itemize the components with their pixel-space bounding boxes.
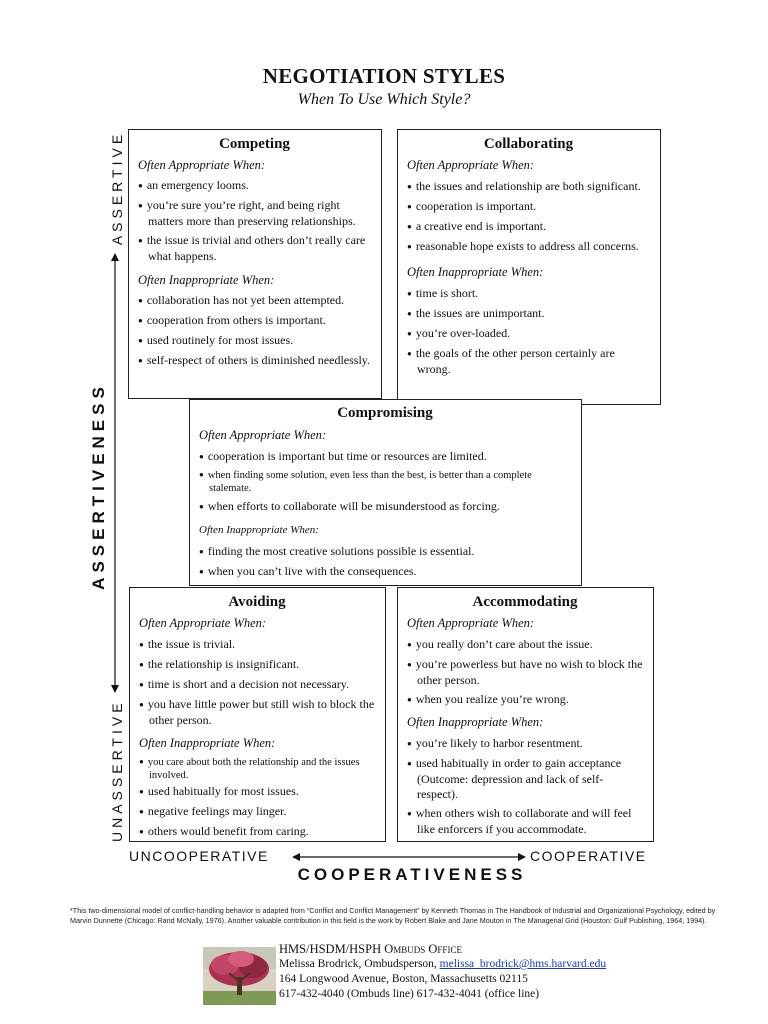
- horizontal-double-arrow-icon: [292, 851, 526, 863]
- contact-person: Melissa Brodrick, Ombudsperson,: [279, 958, 437, 970]
- footnote-line-1: *This two-dimensional model of conflict-handling behavior is adapted from “Conflict and Conflict Management” by Kenneth Thomas in The Handbook of Industrial and Organizational Psychology, edited by: [70, 906, 716, 915]
- list-item: ● you care about both the relationship and the issues involved.: [139, 756, 375, 782]
- office-name: HMS/HSDM/HSPH Ombuds Office: [279, 942, 462, 956]
- list-item: ● collaboration has not yet been attempted.: [138, 293, 371, 309]
- list-item: ● time is short.: [407, 286, 650, 302]
- axis-label-assertive: ASSERTIVE: [109, 130, 125, 246]
- collaborating-box: [397, 129, 661, 405]
- footer-contact: [279, 942, 606, 1002]
- list-item: ● reasonable hope exists to address all concerns.: [407, 239, 650, 255]
- accommodating-box: [397, 587, 654, 842]
- list-item: ● you really don’t care about the issue.: [407, 637, 643, 653]
- avoiding-appropriate-label: Often Appropriate When:: [139, 616, 267, 630]
- list-item: ● negative feelings may linger.: [139, 804, 375, 820]
- contact-person-line: [279, 957, 606, 972]
- avoiding-title: Avoiding: [228, 594, 286, 610]
- list-item: ● used habitually for most issues.: [139, 784, 375, 800]
- address: 164 Longwood Avenue, Boston, Massachusetts 02115: [279, 973, 528, 985]
- accommodating-appropriate-label: Often Appropriate When:: [407, 616, 535, 630]
- axis-label-uncooperative: UNCOOPERATIVE: [129, 848, 269, 864]
- axis-label-cooperative: COOPERATIVE: [530, 848, 647, 864]
- list-item: ● time is short and a decision not necessary.: [139, 677, 375, 693]
- list-item: ● an emergency looms.: [138, 178, 371, 194]
- list-item: ● the issue is trivial.: [139, 637, 375, 653]
- competing-inappropriate-label: Often Inappropriate When:: [138, 273, 275, 287]
- axis-label-cooperativeness: COOPERATIVENESS: [297, 865, 527, 884]
- avoiding-box: [129, 587, 386, 842]
- list-item: ● when you realize you’re wrong.: [407, 692, 643, 708]
- competing-title: Competing: [219, 136, 290, 152]
- collaborating-appropriate-label: Often Appropriate When:: [407, 158, 535, 172]
- list-item: ● finding the most creative solutions possible is essential.: [199, 544, 571, 560]
- collaborating-inappropriate-label: Often Inappropriate When:: [407, 265, 544, 279]
- compromising-title: Compromising: [337, 405, 433, 421]
- footnote-line-2: Marvin Dunnette (Chicago: Rand McNally, 1976). Another valuable contribution in this field is the work by Robert Blake and Jane Mouton in The Managerial Grid (Houston: Gulf Publishing, 1964, 1994).: [70, 916, 707, 925]
- list-item: ● when efforts to collaborate will be misunderstood as forcing.: [199, 499, 571, 515]
- list-item: ● self-respect of others is diminished needlessly.: [138, 353, 371, 369]
- list-item: ● cooperation is important.: [407, 199, 650, 215]
- list-item: ● you’re powerless but have no wish to block the other person.: [407, 657, 643, 688]
- list-item: ● when you can’t live with the consequences.: [199, 564, 571, 580]
- page-subtitle: When To Use Which Style?: [297, 91, 471, 108]
- list-item: ● used habitually in order to gain acceptance (Outcome: depression and lack of self-respect).: [407, 756, 643, 802]
- axis-label-unassertive: UNASSERTIVE: [109, 699, 125, 842]
- cooperativeness-arrow: [292, 850, 526, 862]
- tree-painting-image: [203, 947, 276, 1005]
- tree-icon: [203, 947, 276, 1005]
- axis-label-assertiveness: ASSERTIVENESS: [89, 382, 108, 590]
- list-item: ● used routinely for most issues.: [138, 333, 371, 349]
- phone-numbers: 617-432-4040 (Ombuds line) 617-432-4041 (office line): [279, 988, 540, 1000]
- avoiding-inappropriate-label: Often Inappropriate When:: [139, 736, 276, 750]
- accommodating-title: Accommodating: [472, 594, 578, 610]
- list-item: ● you’re sure you’re right, and being right matters more than preserving relationships.: [138, 198, 371, 229]
- footnote: [70, 906, 758, 926]
- list-item: ● the goals of the other person certainly are wrong.: [407, 346, 650, 377]
- list-item: ● when finding some solution, even less than the best, is better than a complete stalemate.: [199, 469, 571, 495]
- page-title: NEGOTIATION STYLES: [262, 64, 506, 88]
- list-item: ● when others wish to collaborate and will feel like enforcers if you accommodate.: [407, 806, 643, 837]
- collaborating-title: Collaborating: [483, 136, 574, 152]
- accommodating-inappropriate-label: Often Inappropriate When:: [407, 715, 544, 729]
- list-item: ● the relationship is insignificant.: [139, 657, 375, 673]
- compromising-appropriate-label: Often Appropriate When:: [199, 428, 327, 442]
- list-item: ● the issues are unimportant.: [407, 306, 650, 322]
- compromising-box: [189, 399, 582, 586]
- list-item: ● the issue is trivial and others don’t really care what happens.: [138, 233, 371, 264]
- list-item: ● you’re over-loaded.: [407, 326, 650, 342]
- list-item: ● cooperation from others is important.: [138, 313, 371, 329]
- list-item: ● a creative end is important.: [407, 219, 650, 235]
- list-item: ● you have little power but still wish to block the other person.: [139, 697, 375, 728]
- email-link[interactable]: melissa_brodrick@hms.harvard.edu: [439, 958, 607, 970]
- list-item: ● others would benefit from caring.: [139, 824, 375, 840]
- competing-appropriate-label: Often Appropriate When:: [138, 158, 266, 172]
- compromising-inappropriate-label: Often Inappropriate When:: [199, 524, 319, 536]
- competing-box: [128, 129, 382, 399]
- list-item: ● you’re likely to harbor resentment.: [407, 736, 643, 752]
- list-item: ● the issues and relationship are both significant.: [407, 179, 650, 195]
- list-item: ● cooperation is important but time or resources are limited.: [199, 449, 571, 465]
